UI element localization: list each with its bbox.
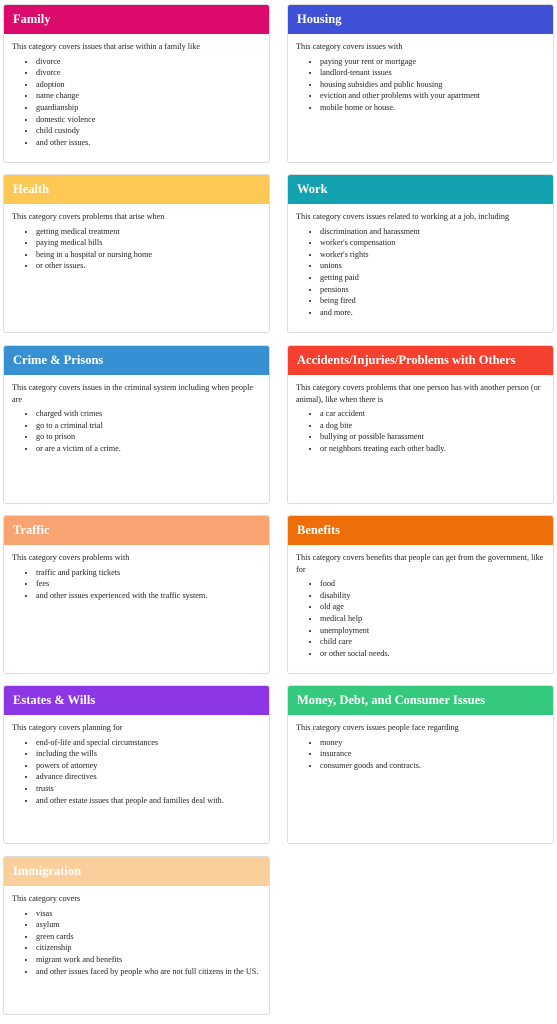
category-intro: This category covers issues people face regarding xyxy=(296,723,459,732)
category-title[interactable]: Family xyxy=(4,5,269,34)
category-intro: This category covers problems that one person has with another person (or animal), like when there is xyxy=(296,383,541,404)
category-title[interactable]: Health xyxy=(4,175,269,204)
category-list xyxy=(296,578,545,659)
category-intro: This category covers issues in the criminal system including when people are xyxy=(12,383,254,404)
category-intro: This category covers planning for xyxy=(12,723,123,732)
category-intro: This category covers problems that arise when xyxy=(12,212,165,221)
list-item: • citizenship xyxy=(36,942,261,954)
category-intro: This category covers problems with xyxy=(12,553,130,562)
category-list xyxy=(12,908,261,978)
list-item: • advance directives xyxy=(36,771,261,783)
category-card-work[interactable] xyxy=(287,174,554,333)
category-description xyxy=(288,545,553,659)
category-card-family[interactable] xyxy=(3,4,270,163)
list-item: • charged with crimes xyxy=(36,408,261,420)
category-list xyxy=(12,56,261,149)
list-item: • and other estate issues that people and families deal with. xyxy=(36,795,261,807)
list-item: • and other issues. xyxy=(36,137,261,149)
category-card-immigration[interactable] xyxy=(3,856,270,1015)
category-card-estates-wills[interactable] xyxy=(3,685,270,844)
list-item: • powers of attorney xyxy=(36,760,261,772)
list-item: • end-of-life and special circumstances xyxy=(36,737,261,749)
category-title[interactable]: Money, Debt, and Consumer Issues xyxy=(288,686,553,715)
category-description xyxy=(4,886,269,977)
list-item: • a dog bite xyxy=(320,420,545,432)
list-item: • or are a victim of a crime. xyxy=(36,443,261,455)
list-item: • bullying or possible harassment xyxy=(320,431,545,443)
category-card-accidents-injuries-problems-with-others[interactable] xyxy=(287,345,554,504)
list-item: • asylum xyxy=(36,919,261,931)
list-item: • migrant work and benefits xyxy=(36,954,261,966)
list-item: • including the wills xyxy=(36,748,261,760)
list-item: • medical help xyxy=(320,613,545,625)
category-title[interactable]: Crime & Prisons xyxy=(4,346,269,375)
list-item: • or neighbors treating each other badly. xyxy=(320,443,545,455)
list-item: • divorce xyxy=(36,56,261,68)
list-item: • paying medical bills xyxy=(36,237,261,249)
list-item: • traffic and parking tickets xyxy=(36,567,261,579)
category-description xyxy=(4,34,269,148)
list-item: • mobile home or house. xyxy=(320,102,545,114)
list-item: • visas xyxy=(36,908,261,920)
category-description xyxy=(4,545,269,601)
category-list xyxy=(12,737,261,807)
list-item: • or other issues. xyxy=(36,260,261,272)
category-list xyxy=(296,408,545,454)
category-card-benefits[interactable] xyxy=(287,515,554,674)
list-item: • consumer goods and contracts. xyxy=(320,760,545,772)
list-item: • getting paid xyxy=(320,272,545,284)
list-item: • being fired xyxy=(320,295,545,307)
category-list xyxy=(12,408,261,454)
list-item: • fees xyxy=(36,578,261,590)
list-item: • and other issues experienced with the traffic system. xyxy=(36,590,261,602)
list-item: • housing subsidies and public housing xyxy=(320,79,545,91)
category-intro: This category covers issues related to working at a job, including xyxy=(296,212,510,221)
list-item: • child custody xyxy=(36,125,261,137)
list-item: • unemployment xyxy=(320,625,545,637)
list-item: • divorce xyxy=(36,67,261,79)
list-item: • green cards xyxy=(36,931,261,943)
category-description xyxy=(288,715,553,771)
list-item: • adoption xyxy=(36,79,261,91)
list-item: • getting medical treatment xyxy=(36,226,261,238)
category-list xyxy=(296,56,545,114)
category-title[interactable]: Estates & Wills xyxy=(4,686,269,715)
list-item: • and more. xyxy=(320,307,545,319)
category-list xyxy=(12,226,261,272)
category-title[interactable]: Housing xyxy=(288,5,553,34)
category-title[interactable]: Immigration xyxy=(4,857,269,886)
category-description xyxy=(4,375,269,455)
list-item: • worker's rights xyxy=(320,249,545,261)
list-item: • money xyxy=(320,737,545,749)
category-intro: This category covers issues with xyxy=(296,42,403,51)
list-item: • go to a criminal trial xyxy=(36,420,261,432)
list-item: • food xyxy=(320,578,545,590)
list-item: • insurance xyxy=(320,748,545,760)
list-item: • disability xyxy=(320,590,545,602)
list-item: • worker's compensation xyxy=(320,237,545,249)
list-item: • paying your rent or mortgage xyxy=(320,56,545,68)
category-title[interactable]: Work xyxy=(288,175,553,204)
category-title[interactable]: Accidents/Injuries/Problems with Others xyxy=(288,346,553,375)
category-card-housing[interactable] xyxy=(287,4,554,163)
category-list xyxy=(296,226,545,319)
category-description xyxy=(288,375,553,455)
category-list xyxy=(296,737,545,772)
list-item: • child care xyxy=(320,636,545,648)
list-item: • pensions xyxy=(320,284,545,296)
category-card-traffic[interactable] xyxy=(3,515,270,674)
category-card-crime-prisons[interactable] xyxy=(3,345,270,504)
list-item: • and other issues faced by people who are not full citizens in the US. xyxy=(36,966,261,978)
category-card-health[interactable] xyxy=(3,174,270,333)
list-item: • go to prison xyxy=(36,431,261,443)
list-item: • eviction and other problems with your apartment xyxy=(320,90,545,102)
category-description xyxy=(288,204,553,318)
list-item: • being in a hospital or nursing home xyxy=(36,249,261,261)
category-description xyxy=(4,715,269,806)
category-intro: This category covers benefits that people can get from the government, like for xyxy=(296,553,544,574)
list-item: • a car accident xyxy=(320,408,545,420)
category-title[interactable]: Benefits xyxy=(288,516,553,545)
list-item: • discrimination and harassment xyxy=(320,226,545,238)
category-card-money-debt-and-consumer-issues[interactable] xyxy=(287,685,554,844)
list-item: • or other social needs. xyxy=(320,648,545,660)
category-intro: This category covers issues that arise within a family like xyxy=(12,42,201,51)
category-intro: This category covers xyxy=(12,894,81,903)
category-description xyxy=(288,34,553,114)
list-item: • guardianship xyxy=(36,102,261,114)
category-description xyxy=(4,204,269,272)
list-item: • old age xyxy=(320,601,545,613)
list-item: • trusts xyxy=(36,783,261,795)
list-item: • name change xyxy=(36,90,261,102)
category-title[interactable]: Traffic xyxy=(4,516,269,545)
list-item: • landlord-tenant issues xyxy=(320,67,545,79)
category-list xyxy=(12,567,261,602)
list-item: • unions xyxy=(320,260,545,272)
list-item: • domestic violence xyxy=(36,114,261,126)
